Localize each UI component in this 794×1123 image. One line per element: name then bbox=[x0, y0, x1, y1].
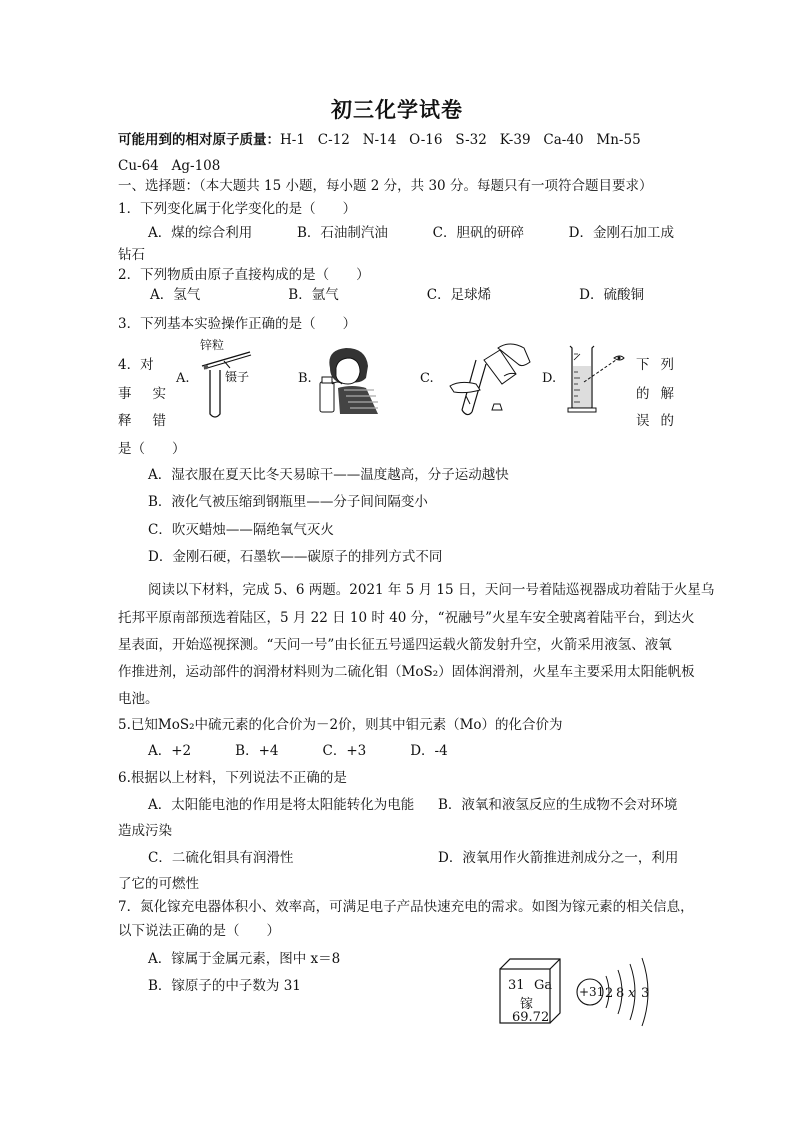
q3-label-d[interactable]: D. bbox=[542, 371, 557, 386]
q3-stem: 3．下列基本实验操作正确的是（ ） bbox=[118, 316, 357, 332]
q1-options bbox=[148, 224, 674, 242]
q4-stem-left-3: 释 错 bbox=[118, 413, 166, 429]
q2-option-a[interactable]: A．氢气 bbox=[150, 287, 201, 303]
pouring-liquid-figure bbox=[440, 340, 532, 418]
q2-option-d[interactable]: D．硫酸铜 bbox=[579, 287, 644, 303]
q4-stem-right-2: 的 解 bbox=[636, 386, 674, 402]
passage-line-3: 星表面，开始巡视探测。“天问一号”由长征五号遥四运载火箭发射升空，火箭采用液氢、液氧 bbox=[118, 637, 672, 653]
page-title: 初三化学试卷 bbox=[331, 97, 463, 122]
q5-options bbox=[148, 742, 448, 760]
atomic-mass-values: H-1 C-12 N-14 O-16 S-32 K-39 Ca-40 Mn-55 bbox=[280, 132, 641, 148]
section-heading: 一、选择题：（本大题共 15 小题，每小题 2 分，共 30 分。每题只有一项符合题目要求） bbox=[118, 178, 653, 194]
passage-line-5: 电池。 bbox=[118, 691, 159, 707]
q7-stem-2: 以下说法正确的是（ ） bbox=[118, 923, 280, 939]
q4-stem-right-1: 下 列 bbox=[636, 357, 674, 373]
zinc-label: 锌粒 bbox=[200, 338, 225, 352]
q2-stem: 2．下列物质由原子直接构成的是（ ） bbox=[118, 267, 370, 283]
q6-option-d[interactable]: D．液氧用作火箭推进剂成分之一，利用 bbox=[438, 850, 679, 866]
atomic-mass-line bbox=[118, 131, 641, 149]
q6-option-c[interactable]: C．二硫化钼具有润滑性 bbox=[148, 850, 294, 866]
atomic-mass-values-2: Cu-64 Ag-108 bbox=[118, 158, 221, 174]
q6-stem: 6.根据以上材料，下列说法不正确的是 bbox=[118, 770, 347, 786]
tweezers-label: 镊子 bbox=[225, 370, 250, 384]
q1-option-c[interactable]: C．胆矾的研碎 bbox=[432, 225, 524, 241]
q3-label-c[interactable]: C. bbox=[420, 371, 434, 386]
nucleus-charge: +31 bbox=[579, 985, 605, 999]
person-smelling-figure bbox=[316, 344, 382, 414]
element-card bbox=[500, 964, 570, 1026]
q5-option-b[interactable]: B．+4 bbox=[235, 743, 279, 759]
q5-option-c[interactable]: C．+3 bbox=[322, 743, 367, 759]
q1-option-d-wrap: 钻石 bbox=[118, 247, 145, 263]
q4-stem-left-1: 4．对 bbox=[118, 357, 154, 373]
q7-option-a[interactable]: A．镓属于金属元素，图中 x＝8 bbox=[148, 951, 341, 967]
q2-option-b[interactable]: B．氩气 bbox=[288, 287, 339, 303]
q2-option-c[interactable]: C．足球烯 bbox=[426, 287, 492, 303]
element-symbol: Ga bbox=[534, 978, 553, 993]
test-tube-zinc-figure bbox=[196, 346, 258, 422]
q7-option-b[interactable]: B．镓原子的中子数为 31 bbox=[148, 978, 301, 994]
q4-stem-tail: 是（ ） bbox=[118, 441, 186, 457]
q1-option-b[interactable]: B．石油制汽油 bbox=[296, 225, 388, 241]
atomic-mass-label: 可能用到的相对原子质量： bbox=[118, 132, 280, 148]
q6-option-d-wrap: 了它的可燃性 bbox=[118, 876, 199, 892]
graduated-cylinder-figure bbox=[562, 342, 628, 416]
shell-2-electrons: 8 bbox=[616, 986, 625, 1001]
q4-option-a[interactable]: A．湿衣服在夏天比冬天易晾干——温度越高，分子运动越快 bbox=[148, 467, 509, 483]
q7-stem-1: 7．氮化镓充电器体积小、效率高，可满足电子产品快速充电的需求。如图为镓元素的相关信息， bbox=[118, 899, 694, 915]
q4-option-b[interactable]: B．液化气被压缩到钢瓶里——分子间间隔变小 bbox=[148, 494, 428, 510]
q3-label-a[interactable]: A. bbox=[176, 371, 190, 386]
atomic-number: 31 bbox=[508, 978, 525, 993]
passage-line-4: 作推进剂，运动部件的润滑材料则为二硫化钼（MoS₂）固体润滑剂，火星车主要采用太阳能帆板 bbox=[118, 664, 695, 680]
q6-option-b-wrap: 造成污染 bbox=[118, 823, 172, 839]
q1-option-d[interactable]: D．金刚石加工成 bbox=[568, 225, 674, 241]
q6-option-a[interactable]: A．太阳能电池的作用是将太阳能转化为电能 bbox=[148, 797, 415, 813]
shell-4-electrons: 3 bbox=[641, 986, 650, 1001]
atomic-mass: 69.72 bbox=[512, 1010, 550, 1025]
q6-option-b[interactable]: B．液氧和液氢反应的生成物不会对环境 bbox=[438, 797, 678, 813]
q4-stem-left-2: 事 实 bbox=[118, 386, 166, 402]
q2-options bbox=[150, 286, 644, 304]
q1-stem: 1．下列变化属于化学变化的是（ ） bbox=[118, 201, 357, 217]
q5-option-d[interactable]: D．-4 bbox=[410, 743, 448, 759]
q1-option-a[interactable]: A．煤的综合利用 bbox=[148, 225, 253, 241]
q3-label-b[interactable]: B. bbox=[298, 371, 312, 386]
shell-3-electrons: x bbox=[628, 986, 636, 1001]
passage-line-1: 阅读以下材料，完成 5、6 两题。2021 年 5 月 15 日，天问一号着陆巡视器成功着陆于火星乌 bbox=[148, 582, 715, 598]
q4-option-d[interactable]: D．金刚石硬，石墨软——碳原子的排列方式不同 bbox=[148, 549, 443, 565]
shell-1-electrons: 2 bbox=[605, 986, 614, 1001]
q5-option-a[interactable]: A．+2 bbox=[148, 743, 192, 759]
q5-stem: 5.已知MoS₂中硫元素的化合价为－2价，则其中钼元素（Mo）的化合价为 bbox=[118, 717, 563, 733]
q4-stem-right-3: 误 的 bbox=[636, 413, 674, 429]
passage-line-2: 托邦平原南部预选着陆区，5 月 22 日 10 时 40 分，“祝融号”火星车安全驶离着陆平台，到达火 bbox=[118, 610, 695, 626]
element-name: 镓 bbox=[520, 997, 534, 1012]
q4-option-c[interactable]: C．吹灭蜡烛——隔绝氧气灭火 bbox=[148, 522, 334, 538]
